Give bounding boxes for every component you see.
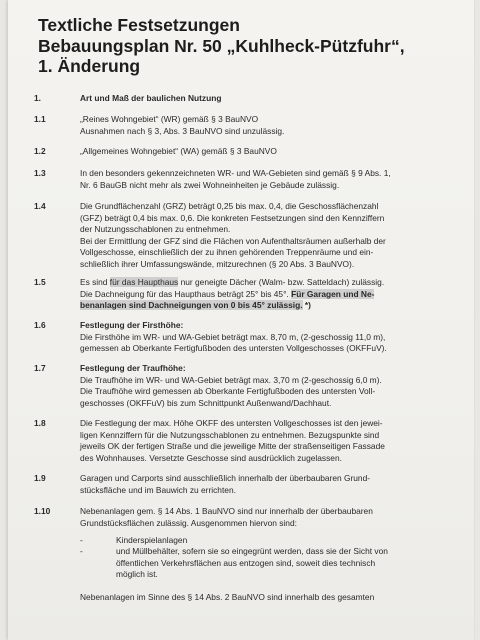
text-line: Die Traufhöhe wird gemessen ab Oberkante Fertigfußboden des untersten Voll-	[80, 386, 376, 397]
text-line: Ausnahmen nach § 3, Abs. 3 BauNVO sind unzulässig.	[80, 125, 285, 136]
text-line: stücksfläche und im Bauwich zu errichten.	[80, 484, 236, 495]
text-line: jeweils OK der fertigen Straße und die jeweilige Mitte der straßenseitigen Fassade	[80, 441, 385, 452]
text-line: Nebenanlagen gem. § 14 Abs. 1 BauNVO sind nur innerhalb der überbaubaren	[80, 506, 373, 516]
document-title	[38, 15, 458, 77]
text-line: gemessen ab Oberkante Fertigfußboden des untersten Vollgeschosses (OKFFuV).	[80, 343, 387, 354]
title-line-3: 1. Änderung	[38, 56, 141, 76]
text-line: schließlich ihrer Umfassungswände, mitzurechnen (§ 20 Abs. 3 BauNVO).	[80, 258, 355, 269]
section-number: 1.7	[34, 363, 46, 373]
list-item-text: Kinderspielanlagen	[116, 535, 188, 545]
text-line: der Nutzungsschablonen zu entnehmen.	[80, 224, 231, 235]
bullet-dash: -	[80, 535, 83, 545]
section-number: 1.9	[34, 473, 46, 483]
text-run: nur geneigte Dächer (Walm- bzw. Satteldach) zulässig.	[178, 277, 385, 287]
section-heading: Art und Maß der baulichen Nutzung	[80, 93, 222, 103]
section-number: 1.3	[34, 168, 46, 178]
text-line: In den besonders gekennzeichneten WR- und WA-Gebieten sind gemäß § 9 Abs. 1,	[80, 168, 391, 178]
section-number: 1.10	[34, 506, 51, 516]
text-line: „Allgemeines Wohngebiet“ (WA) gemäß § 3 BauNVO	[80, 146, 277, 156]
document-page	[8, 0, 474, 640]
list-item-text: öffentlichen Verkehrsflächen aus entzogen sind, soweit dies technisch	[116, 557, 376, 568]
section-number: 1.1	[34, 114, 46, 124]
text-line: ligen Kennziffern für die Nutzungsschablonen zu entnehmen. Bezugspunkte sind	[80, 429, 380, 440]
text-line: Garagen und Carports sind ausschließlich innerhalb der überbaubaren Grund-	[80, 473, 371, 483]
text-line: Die Festlegung der max. Höhe OKFF des untersten Vollgeschosses ist den jewei-	[80, 418, 383, 428]
section-number: 1.8	[34, 418, 46, 428]
list-item	[80, 535, 468, 546]
list-item	[80, 546, 468, 582]
text-line: „Reines Wohngebiet“ (WR) gemäß § 3 BauNVO	[80, 114, 259, 124]
text-line: Nebenanlagen im Sinne des § 14 Abs. 2 BauNVO sind innerhalb des gesamten	[80, 592, 375, 602]
section-number: 1.2	[34, 146, 46, 156]
text-line: geschosses (OKFFuV) bis zum Schnittpunkt Außenwand/Dachhaut.	[80, 397, 332, 408]
list-item-text: möglich ist.	[116, 569, 158, 580]
section-number: 1.	[34, 93, 41, 103]
text-line: Nr. 6 BauGB nicht mehr als zwei Wohneinheiten je Gebäude zulässig.	[80, 179, 340, 190]
section-heading: Festlegung der Firsthöhe:	[80, 320, 184, 330]
text-line: Die Traufhöhe im WR- und WA-Gebiet beträgt max. 3,70 m (2-geschossig 6,0 m).	[80, 374, 382, 385]
title-line-1: Textliche Festsetzungen	[38, 15, 240, 35]
text-run: Die Dachneigung für das Haupthaus beträgt 25° bis 45°.	[80, 288, 292, 299]
text-line: Die Firsthöhe im WR- und WA-Gebiet beträgt max. 8,70 m, (2-geschossig 11,0 m),	[80, 331, 386, 342]
section-number: 1.4	[34, 201, 46, 211]
section-number: 1.6	[34, 320, 46, 330]
text-line: Vollgeschosse, einschließlich der zu ihnen gehörenden Treppenräume und ein-	[80, 247, 374, 258]
footnote-marker: *)	[302, 300, 311, 311]
highlighted-bold-text: benanlagen sind Dachneigungen von 0 bis 45° zulässig.	[80, 300, 303, 311]
title-line-2: Bebauungsplan Nr. 50 „Kuhlheck-Pützfuhr“,	[38, 35, 405, 56]
list-item-text: und Müllbehälter, sofern sie so eingegrünt werden, dass sie der Sicht von	[116, 546, 388, 556]
bullet-dash: -	[80, 546, 83, 556]
text-line: des Wohnhauses. Versetzte Geschosse sind ausdrücklich zugelassen.	[80, 452, 342, 463]
text-line: Grundstücksflächen zulässig. Ausgenommen hiervon sind:	[80, 517, 297, 528]
highlighted-text: für das Haupthaus	[109, 277, 179, 287]
text-line: (GFZ) beträgt 0,4 bis max. 0,6. Die konkreten Festsetzungen sind den Kennziffern	[80, 212, 385, 223]
text-line: Die Grundflächenzahl (GRZ) beträgt 0,25 bis max. 0,4, die Geschossflächenzahl	[80, 201, 379, 211]
section-number: 1.5	[34, 277, 46, 287]
section-heading: Festlegung der Traufhöhe:	[80, 363, 186, 373]
highlighted-bold-text: Für Garagen und Ne-	[291, 288, 375, 299]
text-run: Es sind	[80, 277, 110, 287]
text-line: Bei der Ermittlung der GFZ sind die Flächen von Aufenthaltsräumen außerhalb der	[80, 235, 386, 246]
